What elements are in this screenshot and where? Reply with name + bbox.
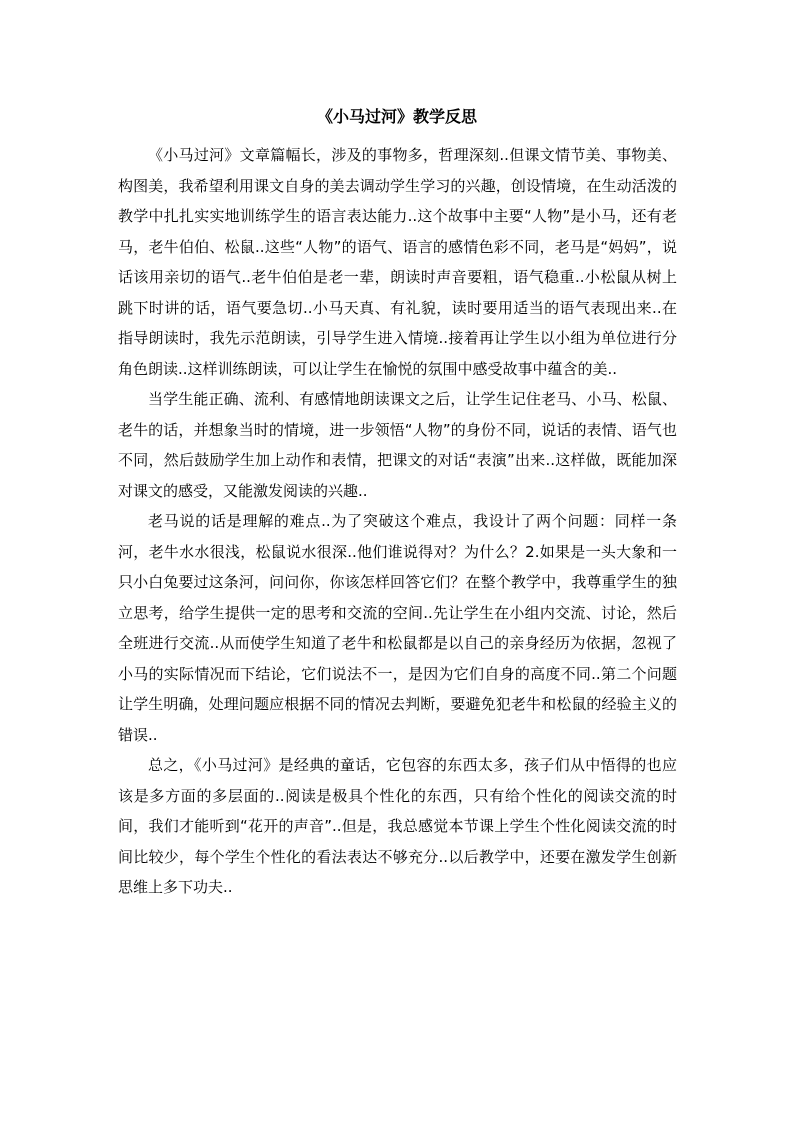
paragraph-3: 老马说的话是理解的难点..为了突破这个难点，我设计了两个问题：同样一条河，老牛水水很浅，松鼠说水很深..他们谁说得对？为什么？2.如果是一头大象和一只小白兔要过这条河，问问你，你该怎样回答它们？在整个教学中，我尊重学生的独立思考，给学生提供一定的思考和交流的空间..先让学生在小组内交流、讨论，然后全班进行交流..从而使学生知道了老牛和松鼠都是以自己的亲身经历为依据，忽视了小马的实际情况而下结论，它们说法不一，是因为它们自身的高度不同..第二个问题让学生明确，处理问题应根据不同的情况去判断，要避免犯老牛和松鼠的经验主义的错误.. <box>118 512 677 744</box>
paragraph-4: 总之，《小马过河》是经典的童话，它包容的东西太多，孩子们从中悟得的也应该是多方面的多层面的..阅读是极具个性化的东西，只有给个性化的阅读交流的时间，我们才能听到“花开的声音”..但是，我总感觉本节课上学生个性化阅读交流的时间比较少，每个学生个性化的看法表达不够充分..以后教学中，还要在激发学生创新思维上多下功夫.. <box>118 756 677 896</box>
paragraph-1: 《小马过河》文章篇幅长，涉及的事物多，哲理深刻..但课文情节美、事物美、构图美，我希望利用课文自身的美去调动学生学习的兴趣，创设情境，在生动活泼的教学中扎扎实实地训练学生的语言表达能力..这个故事中主要“人物”是小马，还有老马，老牛伯伯、松鼠..这些“人物”的语气、语言的感情色彩不同，老马是“妈妈”，说话该用亲切的语气..老牛伯伯是老一辈，朗读时声音要粗，语气稳重..小松鼠从树上跳下时讲的话，语气要急切..小马天真、有礼貌，读时要用适当的语气表现出来..在指导朗读时，我先示范朗读，引导学生进入情境..接着再让学生以小组为单位进行分角色朗读..这样训练朗读，可以让学生在愉悦的氛围中感受故事中蕴含的美.. <box>118 146 677 378</box>
paragraph-2: 当学生能正确、流利、有感情地朗读课文之后，让学生记住老马、小马、松鼠、老牛的话，并想象当时的情境，进一步领悟“人物”的身份不同，说话的表情、语气也不同，然后鼓励学生加上动作和表情，把课文的对话“表演”出来..这样做，既能加深对课文的感受，又能激发阅读的兴趣.. <box>118 390 677 500</box>
document-body <box>118 140 677 903</box>
document-title: 《小马过河》教学反思 <box>316 107 477 126</box>
